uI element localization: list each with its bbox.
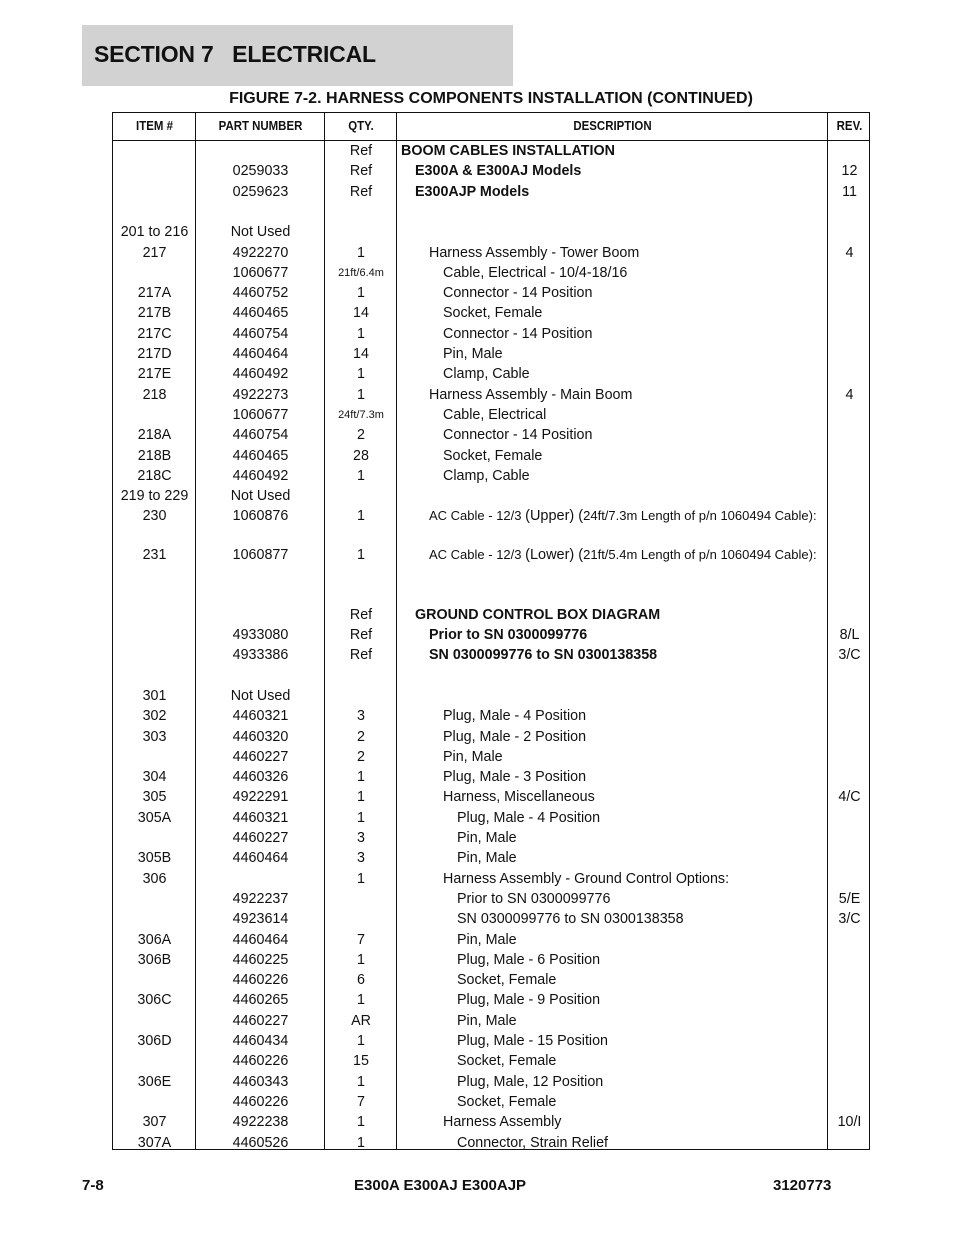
description: SN 0300099776 to SN 0300138358 [429, 647, 658, 664]
quantity: 1 [357, 789, 365, 806]
header-rev: REV. [836, 118, 863, 133]
description: Harness Assembly [443, 1114, 562, 1131]
item-number: 218 [142, 386, 167, 403]
item-number: 304 [142, 769, 167, 786]
part-number: 1060877 [232, 547, 289, 564]
item-number: 219 to 229 [120, 488, 189, 505]
description: Plug, Male - 15 Position [457, 1033, 608, 1049]
quantity: 1 [357, 244, 365, 261]
description: Socket, Female [443, 447, 543, 464]
header-qty: QTY. [348, 118, 374, 133]
item-number: 217C [137, 325, 172, 342]
item-number: 306C [137, 992, 172, 1009]
part-number: 4460320 [232, 728, 289, 745]
description: Harness Assembly - Tower Boom [429, 244, 640, 261]
page-number: 7-8 [82, 1177, 104, 1194]
quantity: 1 [357, 809, 365, 826]
part-number: 4460754 [232, 427, 289, 444]
quantity: 2 [357, 427, 365, 444]
part-number: Not Used [230, 687, 291, 704]
part-number: 4460227 [232, 830, 289, 846]
item-number: 306 [142, 870, 167, 887]
part-number: 4922291 [232, 789, 289, 806]
quantity: 28 [353, 447, 369, 464]
part-number: Not Used [230, 488, 291, 505]
description: Plug, Male - 6 Position [457, 951, 601, 968]
quantity: 1 [357, 325, 365, 342]
quantity: 1 [357, 1073, 365, 1090]
quantity: 1 [357, 769, 365, 786]
item-number: 306E [137, 1073, 172, 1090]
description: Harness Assembly - Main Boom [429, 386, 633, 403]
item-number: 305B [137, 850, 172, 867]
quantity: 1 [357, 366, 365, 383]
description [397, 546, 828, 564]
quantity: 15 [353, 1053, 369, 1070]
description: Harness, Miscellaneous [443, 789, 595, 806]
part-number: 4460526 [232, 1134, 289, 1151]
item-number: 306D [137, 1033, 172, 1049]
item-number: 305 [142, 789, 167, 806]
quantity: Ref [349, 606, 373, 623]
description: Socket, Female [457, 1053, 557, 1070]
description: Pin, Male [457, 850, 517, 867]
part-number: 4460227 [232, 748, 289, 765]
item-number: 218C [137, 467, 172, 484]
item-number: 303 [142, 728, 167, 745]
item-number: 306A [137, 931, 172, 948]
description-part: 24ft/7.3m Length of p/n 1060494 Cable): [583, 508, 817, 524]
description: Socket, Female [457, 1093, 557, 1110]
footer-models: E300A E300AJ E300AJP [354, 1177, 527, 1194]
item-number: 218B [137, 447, 172, 464]
part-number: 4460326 [232, 769, 289, 786]
part-number: 4460225 [232, 951, 289, 968]
description: E300AJP Models [415, 183, 530, 200]
part-number: 4923614 [232, 911, 289, 928]
description: Connector, Strain Relief [457, 1134, 608, 1151]
description: Pin, Male [443, 346, 503, 362]
item-number: 301 [142, 687, 167, 704]
quantity: 1 [357, 992, 365, 1009]
part-number: 0259033 [232, 163, 289, 180]
description: Pin, Male [457, 931, 517, 948]
description: Connector - 14 Position [443, 325, 593, 342]
quantity: 1 [357, 870, 365, 887]
part-number: 4460265 [232, 992, 289, 1009]
quantity: 21ft/6.4m [338, 266, 384, 279]
quantity: 1 [357, 285, 365, 302]
description: Prior to SN 0300099776 [429, 627, 588, 643]
description-part: (Lower) ( [525, 547, 584, 564]
item-number: 306B [137, 951, 172, 968]
quantity: AR [351, 1012, 371, 1029]
quantity: 3 [357, 850, 365, 867]
description: E300A & E300AJ Models [415, 163, 582, 180]
part-number: 4460464 [232, 931, 289, 948]
item-number: 217E [137, 366, 172, 383]
part-number: 4460226 [232, 1093, 289, 1110]
description-part: 21ft/5.4m Length of p/n 1060494 Cable): [583, 547, 817, 563]
description: Socket, Female [443, 305, 543, 322]
item-number: 305A [137, 809, 172, 826]
quantity: 1 [357, 386, 365, 403]
quantity: 14 [353, 305, 369, 322]
part-number: 4922238 [232, 1114, 289, 1131]
header-divider [113, 140, 869, 141]
item-number: 230 [142, 508, 167, 525]
header-description: DESCRIPTION [573, 118, 652, 133]
quantity: 7 [357, 931, 365, 948]
part-number: 4460343 [232, 1073, 289, 1090]
quantity: 7 [357, 1093, 365, 1110]
revision: 3/C [838, 911, 861, 928]
revision: 3/C [838, 647, 861, 664]
quantity: 2 [357, 748, 365, 765]
part-number: 4460465 [232, 447, 289, 464]
description: Prior to SN 0300099776 [457, 890, 611, 907]
quantity: 14 [353, 346, 369, 362]
part-number: 4460226 [232, 972, 289, 989]
part-number: 4460492 [232, 366, 289, 383]
quantity: 1 [357, 467, 365, 484]
description: Clamp, Cable [443, 366, 530, 383]
quantity: Ref [349, 647, 373, 664]
revision: 11 [842, 183, 857, 200]
part-number: 4933080 [232, 627, 289, 643]
part-number: 4460752 [232, 285, 289, 302]
figure-title: FIGURE 7-2. HARNESS COMPONENTS INSTALLATION (CONTINUED) [229, 90, 753, 107]
part-number: 4922273 [232, 386, 289, 403]
description: SN 0300099776 to SN 0300138358 [457, 911, 684, 928]
description: GROUND CONTROL BOX DIAGRAM [415, 606, 661, 623]
item-number: 201 to 216 [120, 224, 189, 241]
quantity: 1 [357, 1033, 365, 1049]
item-number: 217 [142, 244, 167, 261]
description-part: (Upper) ( [525, 508, 584, 525]
item-number: 217D [137, 346, 172, 362]
description: BOOM CABLES INSTALLATION [401, 143, 615, 159]
description-part: AC Cable - 12/3 [429, 508, 526, 524]
quantity: 3 [357, 708, 365, 725]
item-number: 231 [142, 547, 167, 564]
item-number: 307A [137, 1134, 172, 1151]
quantity: 1 [357, 1134, 365, 1151]
description: Plug, Male - 4 Position [443, 708, 587, 725]
revision: 10/I [837, 1114, 862, 1131]
quantity: 1 [357, 951, 365, 968]
part-number: 4933386 [232, 647, 289, 664]
description: Clamp, Cable [443, 467, 530, 484]
part-number: 1060876 [232, 508, 289, 525]
part-number: 4460321 [232, 708, 289, 725]
quantity: 24ft/7.3m [338, 408, 384, 421]
part-number: 4460754 [232, 325, 289, 342]
part-number: 4922270 [232, 244, 289, 261]
part-number: 4460492 [232, 467, 289, 484]
revision: 5/E [838, 890, 861, 907]
item-number: 217A [137, 285, 172, 302]
revision: 12 [841, 163, 858, 180]
description: Plug, Male - 3 Position [443, 769, 587, 786]
revision: 8/L [839, 627, 860, 643]
description: Cable, Electrical [443, 406, 547, 423]
description: Pin, Male [457, 830, 517, 846]
revision: 4/C [838, 789, 861, 806]
revision: 4 [845, 244, 854, 261]
revision: 4 [845, 386, 854, 403]
part-number: 4460227 [232, 1012, 289, 1029]
quantity: 1 [357, 508, 365, 525]
quantity: 6 [357, 972, 365, 989]
quantity: Ref [349, 143, 373, 159]
item-number: 218A [137, 427, 172, 444]
description: Plug, Male, 12 Position [457, 1073, 604, 1090]
description: Pin, Male [457, 1012, 517, 1029]
part-number: 4460464 [232, 346, 289, 362]
description: Connector - 14 Position [443, 285, 593, 302]
header-item: ITEM # [136, 118, 173, 133]
part-number: 4460434 [232, 1033, 289, 1049]
header-part-number: PART NUMBER [218, 118, 303, 133]
part-number: 1060677 [232, 264, 289, 281]
part-number: 0259623 [232, 183, 289, 200]
description: Socket, Female [457, 972, 557, 989]
description-part: AC Cable - 12/3 [429, 547, 526, 563]
footer-doc-number: 3120773 [773, 1177, 832, 1194]
part-number: 4460464 [232, 850, 289, 867]
part-number: Not Used [230, 224, 291, 241]
section-title: SECTION 7 ELECTRICAL [94, 41, 376, 67]
quantity: 1 [357, 1114, 365, 1131]
description [397, 507, 828, 525]
part-number: 4922237 [232, 890, 289, 907]
description: Plug, Male - 2 Position [443, 728, 587, 745]
description: Plug, Male - 4 Position [457, 809, 601, 826]
quantity: 3 [357, 830, 365, 846]
parts-table [112, 112, 870, 1150]
quantity: 1 [357, 547, 365, 564]
item-number: 217B [137, 305, 172, 322]
quantity: 2 [357, 728, 365, 745]
part-number: 4460465 [232, 305, 289, 322]
description: Connector - 14 Position [443, 427, 593, 444]
description: Harness Assembly - Ground Control Options: [443, 870, 730, 887]
description: Pin, Male [443, 748, 503, 765]
description: Plug, Male - 9 Position [457, 992, 601, 1009]
item-number: 302 [142, 708, 167, 725]
quantity: Ref [349, 627, 373, 643]
part-number: 4460321 [232, 809, 289, 826]
quantity: Ref [349, 183, 373, 200]
part-number: 4460226 [232, 1053, 289, 1070]
description: Cable, Electrical - 10/4-18/16 [443, 264, 628, 281]
part-number: 1060677 [232, 406, 289, 423]
item-number: 307 [142, 1114, 167, 1131]
quantity: Ref [349, 163, 373, 180]
